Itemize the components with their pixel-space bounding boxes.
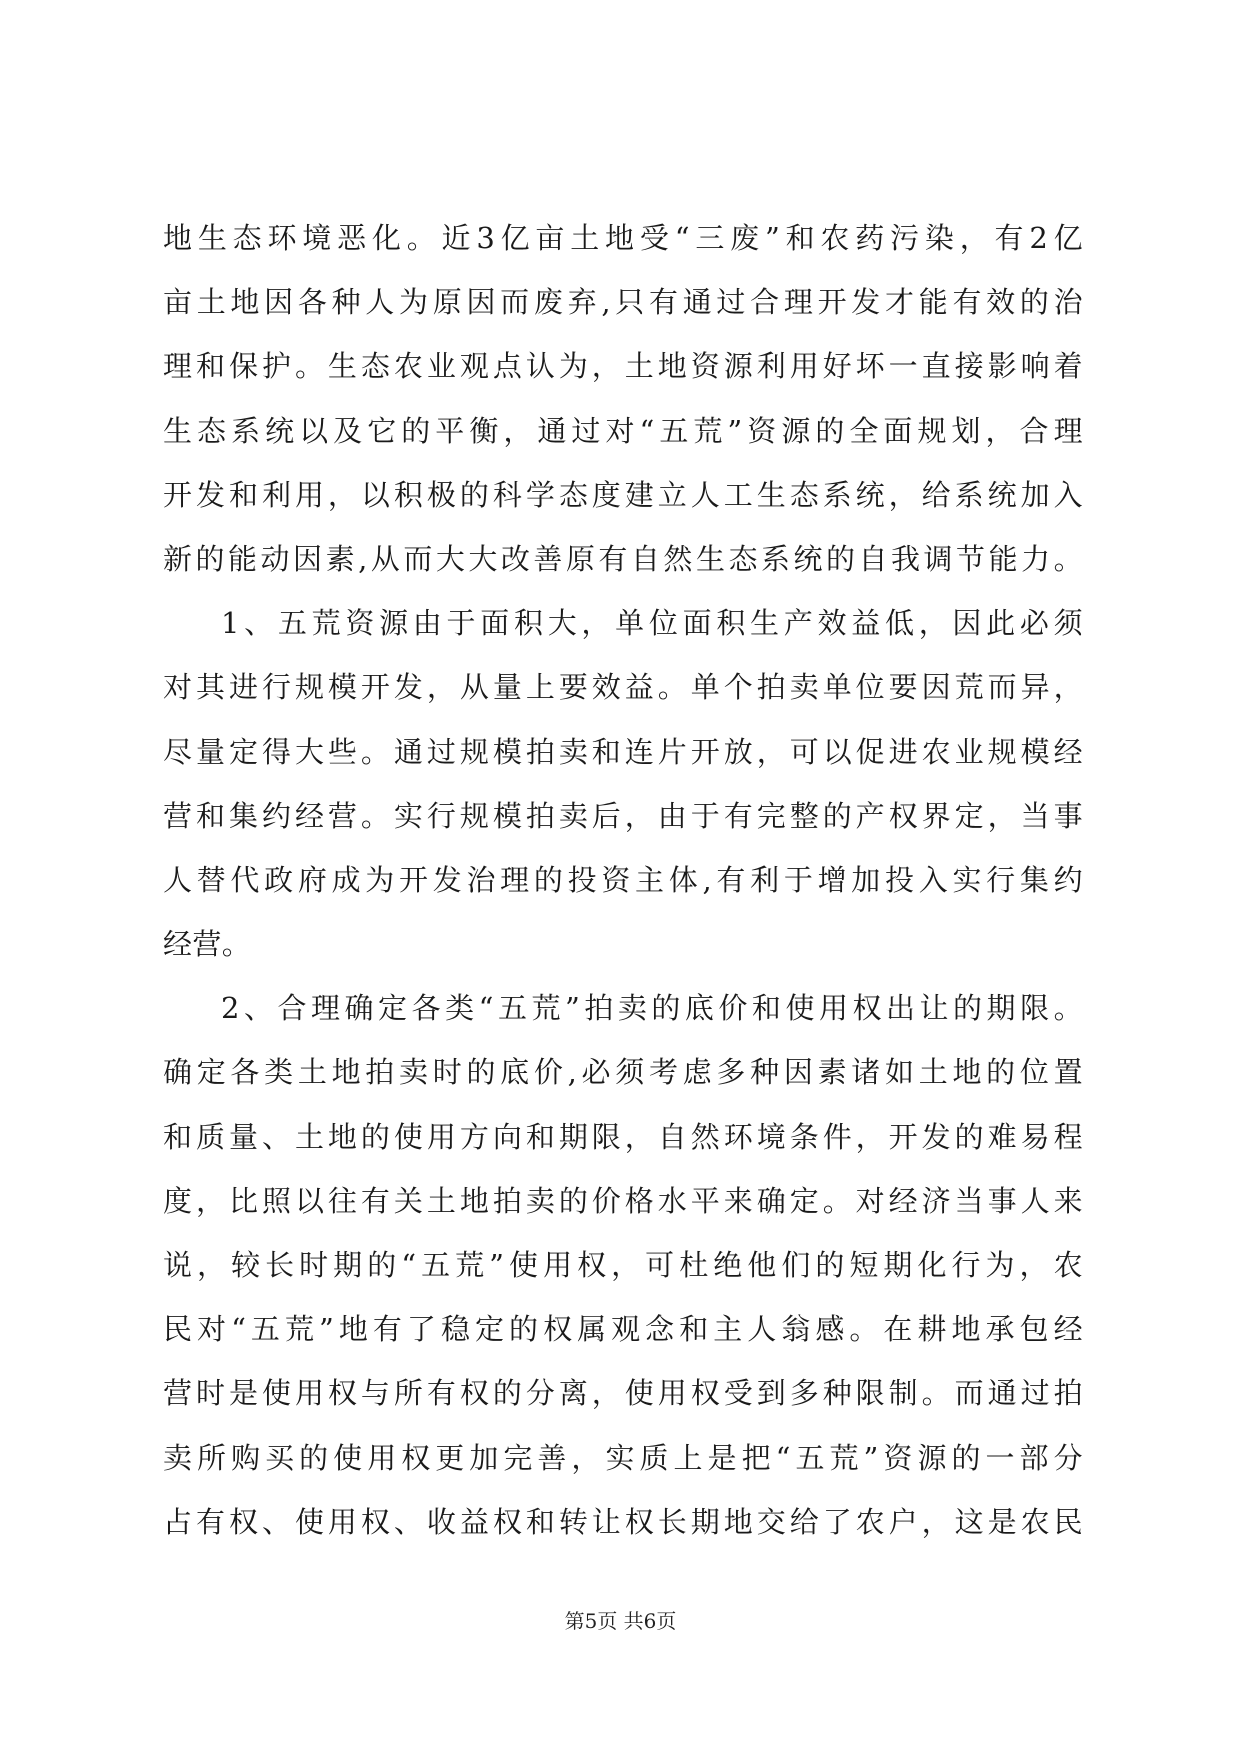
body-text bbox=[163, 206, 1083, 1554]
text-line: 卖所购买的使用权更加完善，实质上是把“五荒”资源的一部分 bbox=[163, 1440, 1083, 1475]
text-line: 和质量、土地的使用方向和期限，自然环境条件，开发的难易程 bbox=[163, 1119, 1083, 1154]
text-line: 营和集约经营。实行规模拍卖后，由于有完整的产权界定，当事 bbox=[163, 798, 1083, 833]
text-line: 对其进行规模开发，从量上要效益。单个拍卖单位要因荒而异， bbox=[163, 670, 1083, 705]
text-line: 确定各类土地拍卖时的底价,必须考虑多种因素诸如土地的位置 bbox=[163, 1055, 1083, 1090]
text-line: 亩土地因各种人为原因而废弃,只有通过合理开发才能有效的治 bbox=[163, 285, 1083, 320]
text-line: 生态系统以及它的平衡，通过对“五荒”资源的全面规划，合理 bbox=[163, 413, 1083, 448]
text-line: 说，较长时期的“五荒”使用权，可杜绝他们的短期化行为，农 bbox=[163, 1248, 1083, 1282]
text-line: 营时是使用权与所有权的分离，使用权受到多种限制。而通过拍 bbox=[163, 1376, 1083, 1411]
text-line: 理和保护。生态农业观点认为，土地资源利用好坏一直接影响着 bbox=[163, 349, 1083, 384]
text-line: 地生态环境恶化。近3亿亩土地受“三废”和农药污染，有2亿 bbox=[163, 221, 1083, 255]
text-line: 2、合理确定各类“五荒”拍卖的底价和使用权出让的期限。 bbox=[221, 991, 1083, 1026]
text-line: 度，比照以往有关土地拍卖的价格水平来确定。对经济当事人来 bbox=[163, 1183, 1083, 1218]
page-number-footer: 第5页 共6页 bbox=[564, 1609, 677, 1633]
text-line: 人替代政府成为开发治理的投资主体,有利于增加投入实行集约 bbox=[163, 862, 1083, 897]
text-line: 经营。 bbox=[163, 927, 252, 962]
text-line: 尽量定得大些。通过规模拍卖和连片开放，可以促进农业规模经 bbox=[163, 734, 1083, 769]
text-line: 新的能动因素,从而大大改善原有自然生态系统的自我调节能力。 bbox=[163, 541, 1083, 576]
text-line: 开发和利用，以积极的科学态度建立人工生态系统，给系统加入 bbox=[163, 477, 1083, 512]
text-line: 占有权、使用权、收益权和转让权长期地交给了农户，这是农民 bbox=[163, 1504, 1083, 1539]
text-line: 1、五荒资源由于面积大，单位面积生产效益低，因此必须 bbox=[221, 606, 1083, 641]
text-line: 民对“五荒”地有了稳定的权属观念和主人翁感。在耕地承包经 bbox=[163, 1312, 1083, 1347]
